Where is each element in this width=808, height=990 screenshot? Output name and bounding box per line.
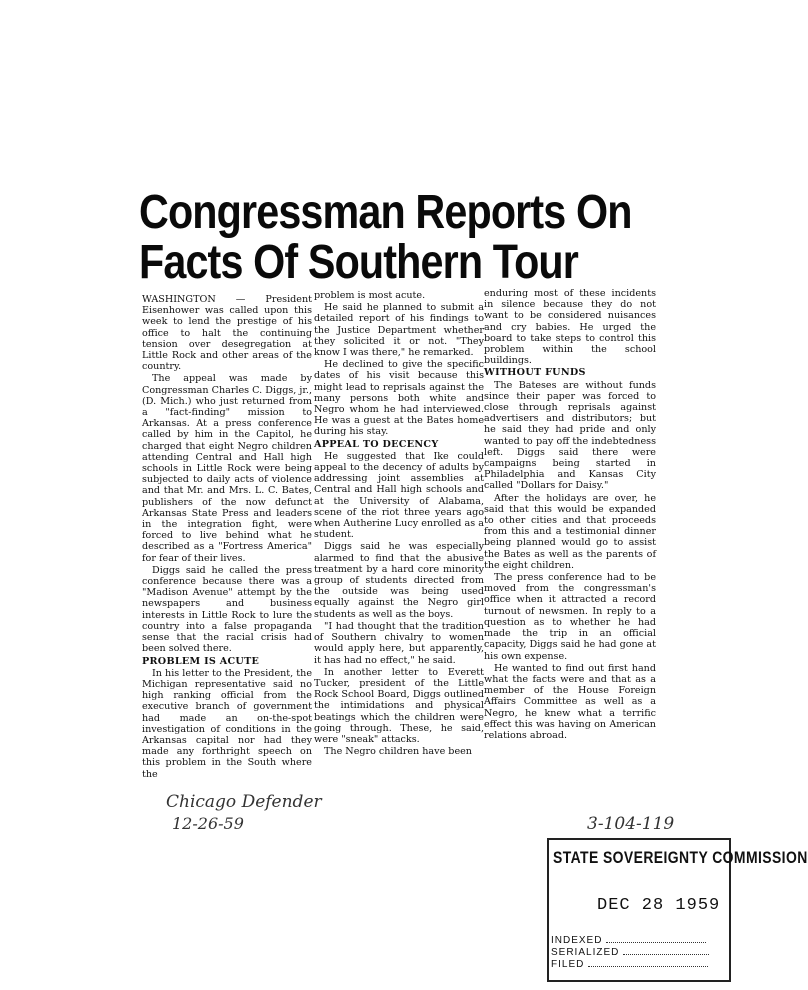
commission-stamp <box>547 838 808 982</box>
paragraph: The appeal was made by Congressman Charles C. Diggs, jr., (D. Mich.) who just returned from a "fact-finding" mission to Arkansas. At a press conference called by him in the Capitol, he charged that eight Negro children attending Central and Hall high schools in Little Rock were being subjected to daily acts of violence and that Mr. and Mrs. L. C. Bates, publishers of the now defunct Arkansas State Press and leaders in the integration fight, were forced to live behind what he described as a "Fortress America" for fear of their lives. <box>142 373 312 564</box>
headline <box>139 186 632 289</box>
paragraph: enduring most of these incidents in silence because they do not want to be considered nuisances and cry babies. He urged the board to take steps to control this problem within the school buildings. <box>484 288 656 367</box>
stamp-date: DEC 28 1959 <box>597 896 721 915</box>
stamp-indexed-label: INDEXED <box>551 935 603 946</box>
paragraph: Diggs said he was especially alarmed to find that the abusive treatment by a hard core minority group of students directed from the outside was being used equally against the Negro girl students as well as the boys. <box>314 541 484 620</box>
paragraph: He wanted to find out first hand what the facts were and that as a member of the House Foreign Affairs Committee as well as a Negro, he knew what a terrific effect this was having on American relations abroad. <box>484 662 656 741</box>
paragraph: WASHINGTON — President Eisenhower was called upon this week to lend the prestige of his office to halt the continuing tension over desegregation at Little Rock and other areas of the country. <box>142 294 312 373</box>
handwritten-file-number: 3-104-119 <box>587 814 675 834</box>
headline-line-2: Facts Of Southern Tour <box>139 236 578 289</box>
subheading: PROBLEM IS ACUTE <box>142 655 260 667</box>
paragraph: The Negro children have been <box>324 746 472 758</box>
handwritten-date: 12-26-59 <box>172 814 244 833</box>
article-column-3 <box>484 288 656 742</box>
paragraph: The Bateses are without funds since their paper was forced to close through reprisals against advertisers and distributors; but he said they had pride and only wanted to pay off the indebtedness left. Diggs said there were campaigns being started in Philadelphia and Kansas City called "Dollars for Daisy." <box>484 379 656 492</box>
stamp-title: STATE SOVEREIGNTY COMMISSION <box>553 848 808 867</box>
paragraph: Diggs said he called the press conference because there was a "Madison Avenue" attempt by the newspapers and business interests in Little Rock to lure the country into a false propaganda sense that the racial crisis had been solved there. <box>142 564 312 655</box>
stamp-filed <box>551 958 708 970</box>
stamp-serialized <box>551 946 709 958</box>
paragraph: He declined to give the specific dates of his visit because this might lead to reprisals against the many persons both white and Negro whom he had interviewed. He was a guest at the Bates home during his stay. <box>314 359 484 438</box>
paragraph: In his letter to the President, the Michigan representative said no high ranking official from the executive branch of government had made an on-the-spot investigation of conditions in the Arkansas capital nor had they made any forthright speech on this problem in the South where the <box>142 667 312 780</box>
headline-line-1: Congressman Reports On <box>139 186 632 239</box>
paragraph: In another letter to Everett Tucker, president of the Little Rock School Board, Diggs outlined the intimidations and physical beatings which the children were going through. These, he said, were "sneak" attacks. <box>314 666 484 745</box>
article-column-1 <box>142 294 312 781</box>
handwritten-source: Chicago Defender <box>166 792 322 812</box>
paragraph: He said he planned to submit a detailed report of his findings to the Justice Department whether they solicited it or not. "They know I was there," he remarked. <box>314 302 484 359</box>
stamp-indexed <box>551 934 706 946</box>
paragraph: He suggested that Ike could appeal to the decency of adults by addressing joint assemblies at Central and Hall high schools and at the University of Alabama, scene of the riot three years ago when Autherine Lucy enrolled as a student. <box>314 450 484 541</box>
paragraph: problem is most acute. <box>314 290 426 301</box>
stamp-filed-label: FILED <box>551 959 585 970</box>
paragraph: "I had thought that the tradition of Southern chivalry to women would apply here, but apparently, it has had no effect," he said. <box>314 620 484 666</box>
article-column-2 <box>314 290 484 758</box>
subheading: WITHOUT FUNDS <box>484 367 586 379</box>
paragraph: The press conference had to be moved from the congressman's office when it attracted a record turnout of newsmen. In reply to a question as to whether he had made the trip in an official capacity, Diggs said he had gone at his own expense. <box>484 572 656 662</box>
paragraph: After the holidays are over, he said that this would be expanded to other cities and that proceeds from this and a testimonial dinner being planned would go to assist the Bates as well as the parents of the eight children. <box>484 492 656 571</box>
newspaper-clipping <box>137 170 663 786</box>
stamp-serialized-label: SERIALIZED <box>551 947 620 958</box>
subheading: APPEAL TO DECENCY <box>314 438 439 450</box>
